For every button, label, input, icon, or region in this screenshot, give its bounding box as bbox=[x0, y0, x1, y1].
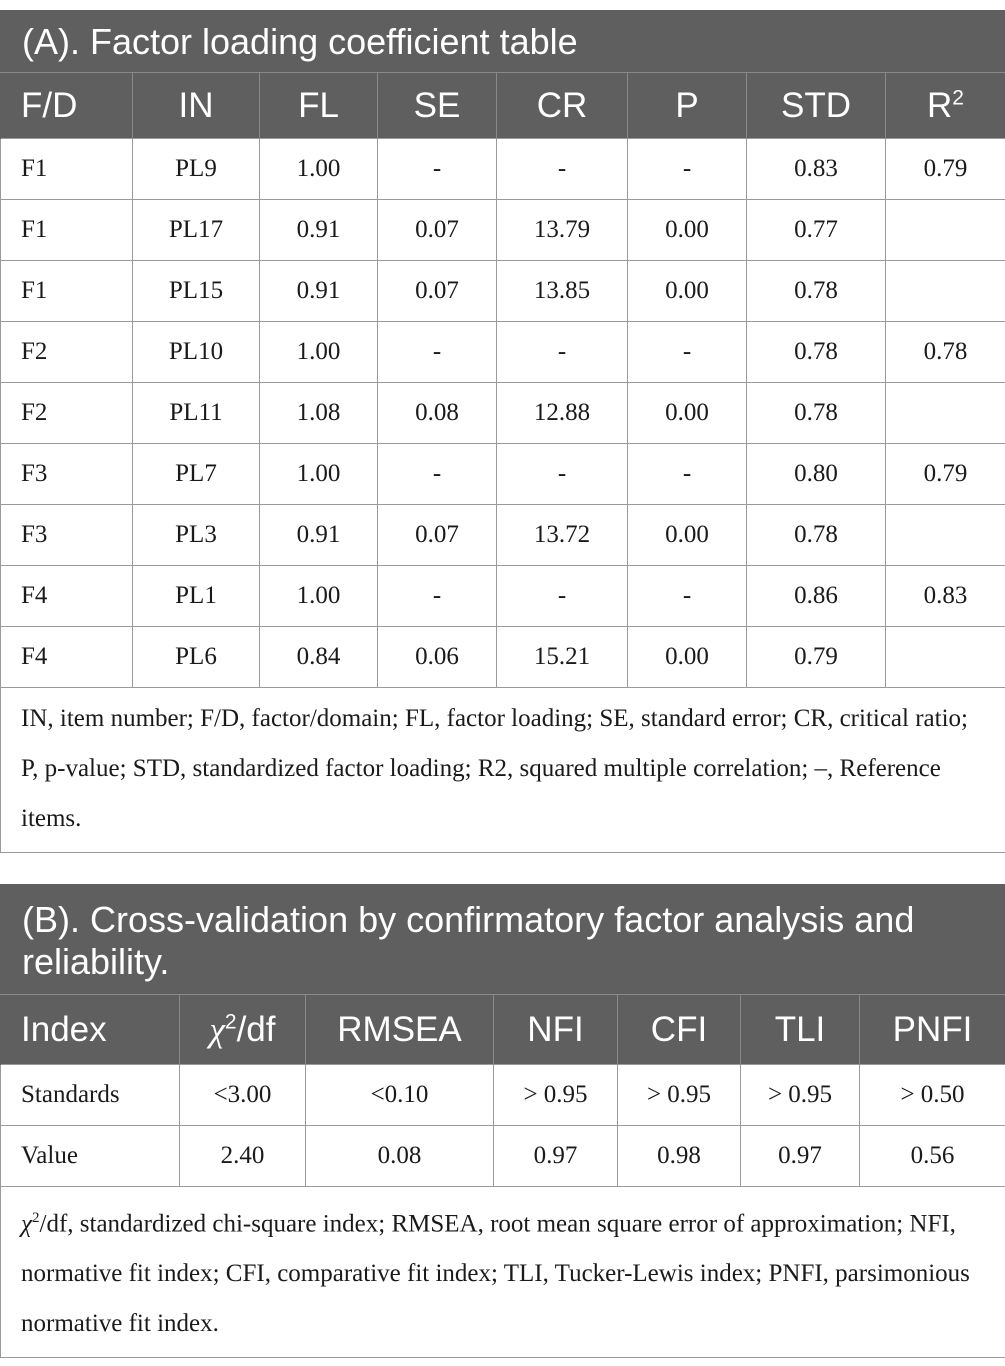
r-superscript: 2 bbox=[952, 85, 964, 109]
table-cell bbox=[886, 383, 1005, 444]
col-header-cr: CR bbox=[497, 73, 628, 139]
col-header-cfi: CFI bbox=[618, 995, 741, 1065]
table-cell: 0.08 bbox=[378, 383, 497, 444]
table-cell: 0.08 bbox=[306, 1126, 494, 1187]
r-label: R bbox=[927, 85, 953, 125]
table-cell: 0.78 bbox=[747, 383, 886, 444]
table-cell bbox=[886, 200, 1005, 261]
col-header-rmsea: RMSEA bbox=[306, 995, 494, 1065]
table-cell: - bbox=[628, 322, 747, 383]
col-header-p: P bbox=[628, 73, 747, 139]
table-cell: 1.00 bbox=[260, 322, 378, 383]
table-cell bbox=[886, 627, 1005, 688]
table-cell: 0.07 bbox=[378, 200, 497, 261]
table-cell: 13.72 bbox=[497, 505, 628, 566]
table-a-grid bbox=[0, 72, 1005, 853]
col-header-fl: FL bbox=[260, 73, 378, 139]
table-cell: 1.00 bbox=[260, 139, 378, 200]
table-cell: - bbox=[378, 444, 497, 505]
table-cell: - bbox=[378, 322, 497, 383]
col-header-pnfi: PNFI bbox=[860, 995, 1005, 1065]
table-cell: PL3 bbox=[133, 505, 260, 566]
table-row bbox=[1, 627, 1005, 688]
table-cell: 0.98 bbox=[618, 1126, 741, 1187]
table-cell: 0.86 bbox=[747, 566, 886, 627]
table-cell: F2 bbox=[1, 322, 133, 383]
table-cell: > 0.95 bbox=[618, 1065, 741, 1126]
table-cell: PL10 bbox=[133, 322, 260, 383]
table-cell: 1.08 bbox=[260, 383, 378, 444]
table-cell: F4 bbox=[1, 627, 133, 688]
table-cell: 0.07 bbox=[378, 261, 497, 322]
table-cell: - bbox=[497, 566, 628, 627]
table-row bbox=[1, 444, 1005, 505]
chi-symbol: χ bbox=[209, 1009, 225, 1049]
table-cell: 0.00 bbox=[628, 505, 747, 566]
table-cell bbox=[886, 505, 1005, 566]
table-a bbox=[0, 10, 1005, 853]
table-row bbox=[1, 139, 1005, 200]
table-b-title: (B). Cross-validation by confirmatory factor analysis and reliability. bbox=[0, 884, 1005, 994]
table-a-body bbox=[1, 139, 1005, 688]
note-chi-superscript: 2 bbox=[32, 1210, 40, 1226]
table-cell: F1 bbox=[1, 261, 133, 322]
col-header-nfi: NFI bbox=[494, 995, 618, 1065]
col-header-index: Index bbox=[1, 995, 180, 1065]
table-cell: Standards bbox=[1, 1065, 180, 1126]
table-row bbox=[1, 505, 1005, 566]
note-chi-symbol: χ bbox=[21, 1210, 32, 1238]
table-cell: 0.00 bbox=[628, 261, 747, 322]
table-a-note: IN, item number; F/D, factor/domain; FL, factor loading; SE, standard error; CR, critical ratio; P, p-value; STD, standardized factor loading; R2, squared multiple correlation; –, Reference items. bbox=[1, 688, 1005, 853]
table-cell: PL9 bbox=[133, 139, 260, 200]
table-cell: - bbox=[628, 444, 747, 505]
table-cell: 0.77 bbox=[747, 200, 886, 261]
table-cell: 0.06 bbox=[378, 627, 497, 688]
table-cell: 1.00 bbox=[260, 566, 378, 627]
table-cell: - bbox=[628, 566, 747, 627]
table-cell: 0.78 bbox=[747, 261, 886, 322]
table-cell: 2.40 bbox=[180, 1126, 306, 1187]
col-header-std: STD bbox=[747, 73, 886, 139]
table-a-title: (A). Factor loading coefficient table bbox=[0, 10, 1005, 72]
table-cell: F2 bbox=[1, 383, 133, 444]
table-b-note bbox=[1, 1187, 1005, 1358]
table-cell: 0.79 bbox=[886, 444, 1005, 505]
table-b bbox=[0, 884, 1005, 1358]
table-cell: 13.85 bbox=[497, 261, 628, 322]
table-row bbox=[1, 261, 1005, 322]
table-cell: - bbox=[497, 139, 628, 200]
df-label: /df bbox=[236, 1009, 276, 1049]
table-cell: 0.00 bbox=[628, 627, 747, 688]
table-cell: 15.21 bbox=[497, 627, 628, 688]
table-cell: 0.91 bbox=[260, 261, 378, 322]
table-cell: 0.78 bbox=[747, 505, 886, 566]
table-cell: 0.97 bbox=[741, 1126, 860, 1187]
table-b-grid bbox=[0, 994, 1005, 1358]
table-cell: PL11 bbox=[133, 383, 260, 444]
table-cell: 12.88 bbox=[497, 383, 628, 444]
table-cell: 0.83 bbox=[886, 566, 1005, 627]
table-cell: PL1 bbox=[133, 566, 260, 627]
col-header-chi-df bbox=[180, 995, 306, 1065]
table-cell: - bbox=[497, 444, 628, 505]
table-cell: 0.84 bbox=[260, 627, 378, 688]
note-text: /df, standardized chi-square index; RMSEA, root mean square error of approximation; NFI, normative fit index; CFI, comparative fit index; TLI, Tucker-Lewis index; PNFI, parsimonious normative fit index. bbox=[21, 1210, 970, 1338]
table-b-header-row bbox=[1, 995, 1005, 1065]
table-cell: 0.07 bbox=[378, 505, 497, 566]
table-cell: 0.83 bbox=[747, 139, 886, 200]
table-b-body bbox=[1, 1065, 1005, 1187]
table-cell: 0.79 bbox=[886, 139, 1005, 200]
table-cell: 0.97 bbox=[494, 1126, 618, 1187]
table-cell: 0.78 bbox=[886, 322, 1005, 383]
table-cell: <0.10 bbox=[306, 1065, 494, 1126]
table-cell: - bbox=[378, 566, 497, 627]
table-cell: - bbox=[378, 139, 497, 200]
table-cell: 0.80 bbox=[747, 444, 886, 505]
table-cell: 0.91 bbox=[260, 200, 378, 261]
table-cell: > 0.95 bbox=[741, 1065, 860, 1126]
table-cell: PL15 bbox=[133, 261, 260, 322]
table-cell: F4 bbox=[1, 566, 133, 627]
col-header-r2 bbox=[886, 73, 1005, 139]
table-cell: F3 bbox=[1, 444, 133, 505]
table-cell: F1 bbox=[1, 139, 133, 200]
table-cell: F1 bbox=[1, 200, 133, 261]
table-cell: 13.79 bbox=[497, 200, 628, 261]
table-cell: PL6 bbox=[133, 627, 260, 688]
table-cell: <3.00 bbox=[180, 1065, 306, 1126]
table-row bbox=[1, 1065, 1005, 1126]
table-cell: 0.91 bbox=[260, 505, 378, 566]
table-cell: - bbox=[497, 322, 628, 383]
col-header-se: SE bbox=[378, 73, 497, 139]
table-row bbox=[1, 566, 1005, 627]
table-cell: 0.78 bbox=[747, 322, 886, 383]
col-header-in: IN bbox=[133, 73, 260, 139]
table-cell: > 0.95 bbox=[494, 1065, 618, 1126]
table-cell: 0.79 bbox=[747, 627, 886, 688]
table-row bbox=[1, 200, 1005, 261]
col-header-tli: TLI bbox=[741, 995, 860, 1065]
table-cell: - bbox=[628, 139, 747, 200]
table-cell: PL17 bbox=[133, 200, 260, 261]
table-row bbox=[1, 383, 1005, 444]
table-cell: F3 bbox=[1, 505, 133, 566]
table-cell bbox=[886, 261, 1005, 322]
table-cell: > 0.50 bbox=[860, 1065, 1005, 1126]
table-cell: PL7 bbox=[133, 444, 260, 505]
table-cell: 1.00 bbox=[260, 444, 378, 505]
col-header-fd: F/D bbox=[1, 73, 133, 139]
table-a-header-row bbox=[1, 73, 1005, 139]
table-cell: Value bbox=[1, 1126, 180, 1187]
table-cell: 0.00 bbox=[628, 200, 747, 261]
table-row bbox=[1, 322, 1005, 383]
table-cell: 0.56 bbox=[860, 1126, 1005, 1187]
table-row bbox=[1, 1126, 1005, 1187]
table-cell: 0.00 bbox=[628, 383, 747, 444]
chi-superscript: 2 bbox=[224, 1009, 237, 1033]
